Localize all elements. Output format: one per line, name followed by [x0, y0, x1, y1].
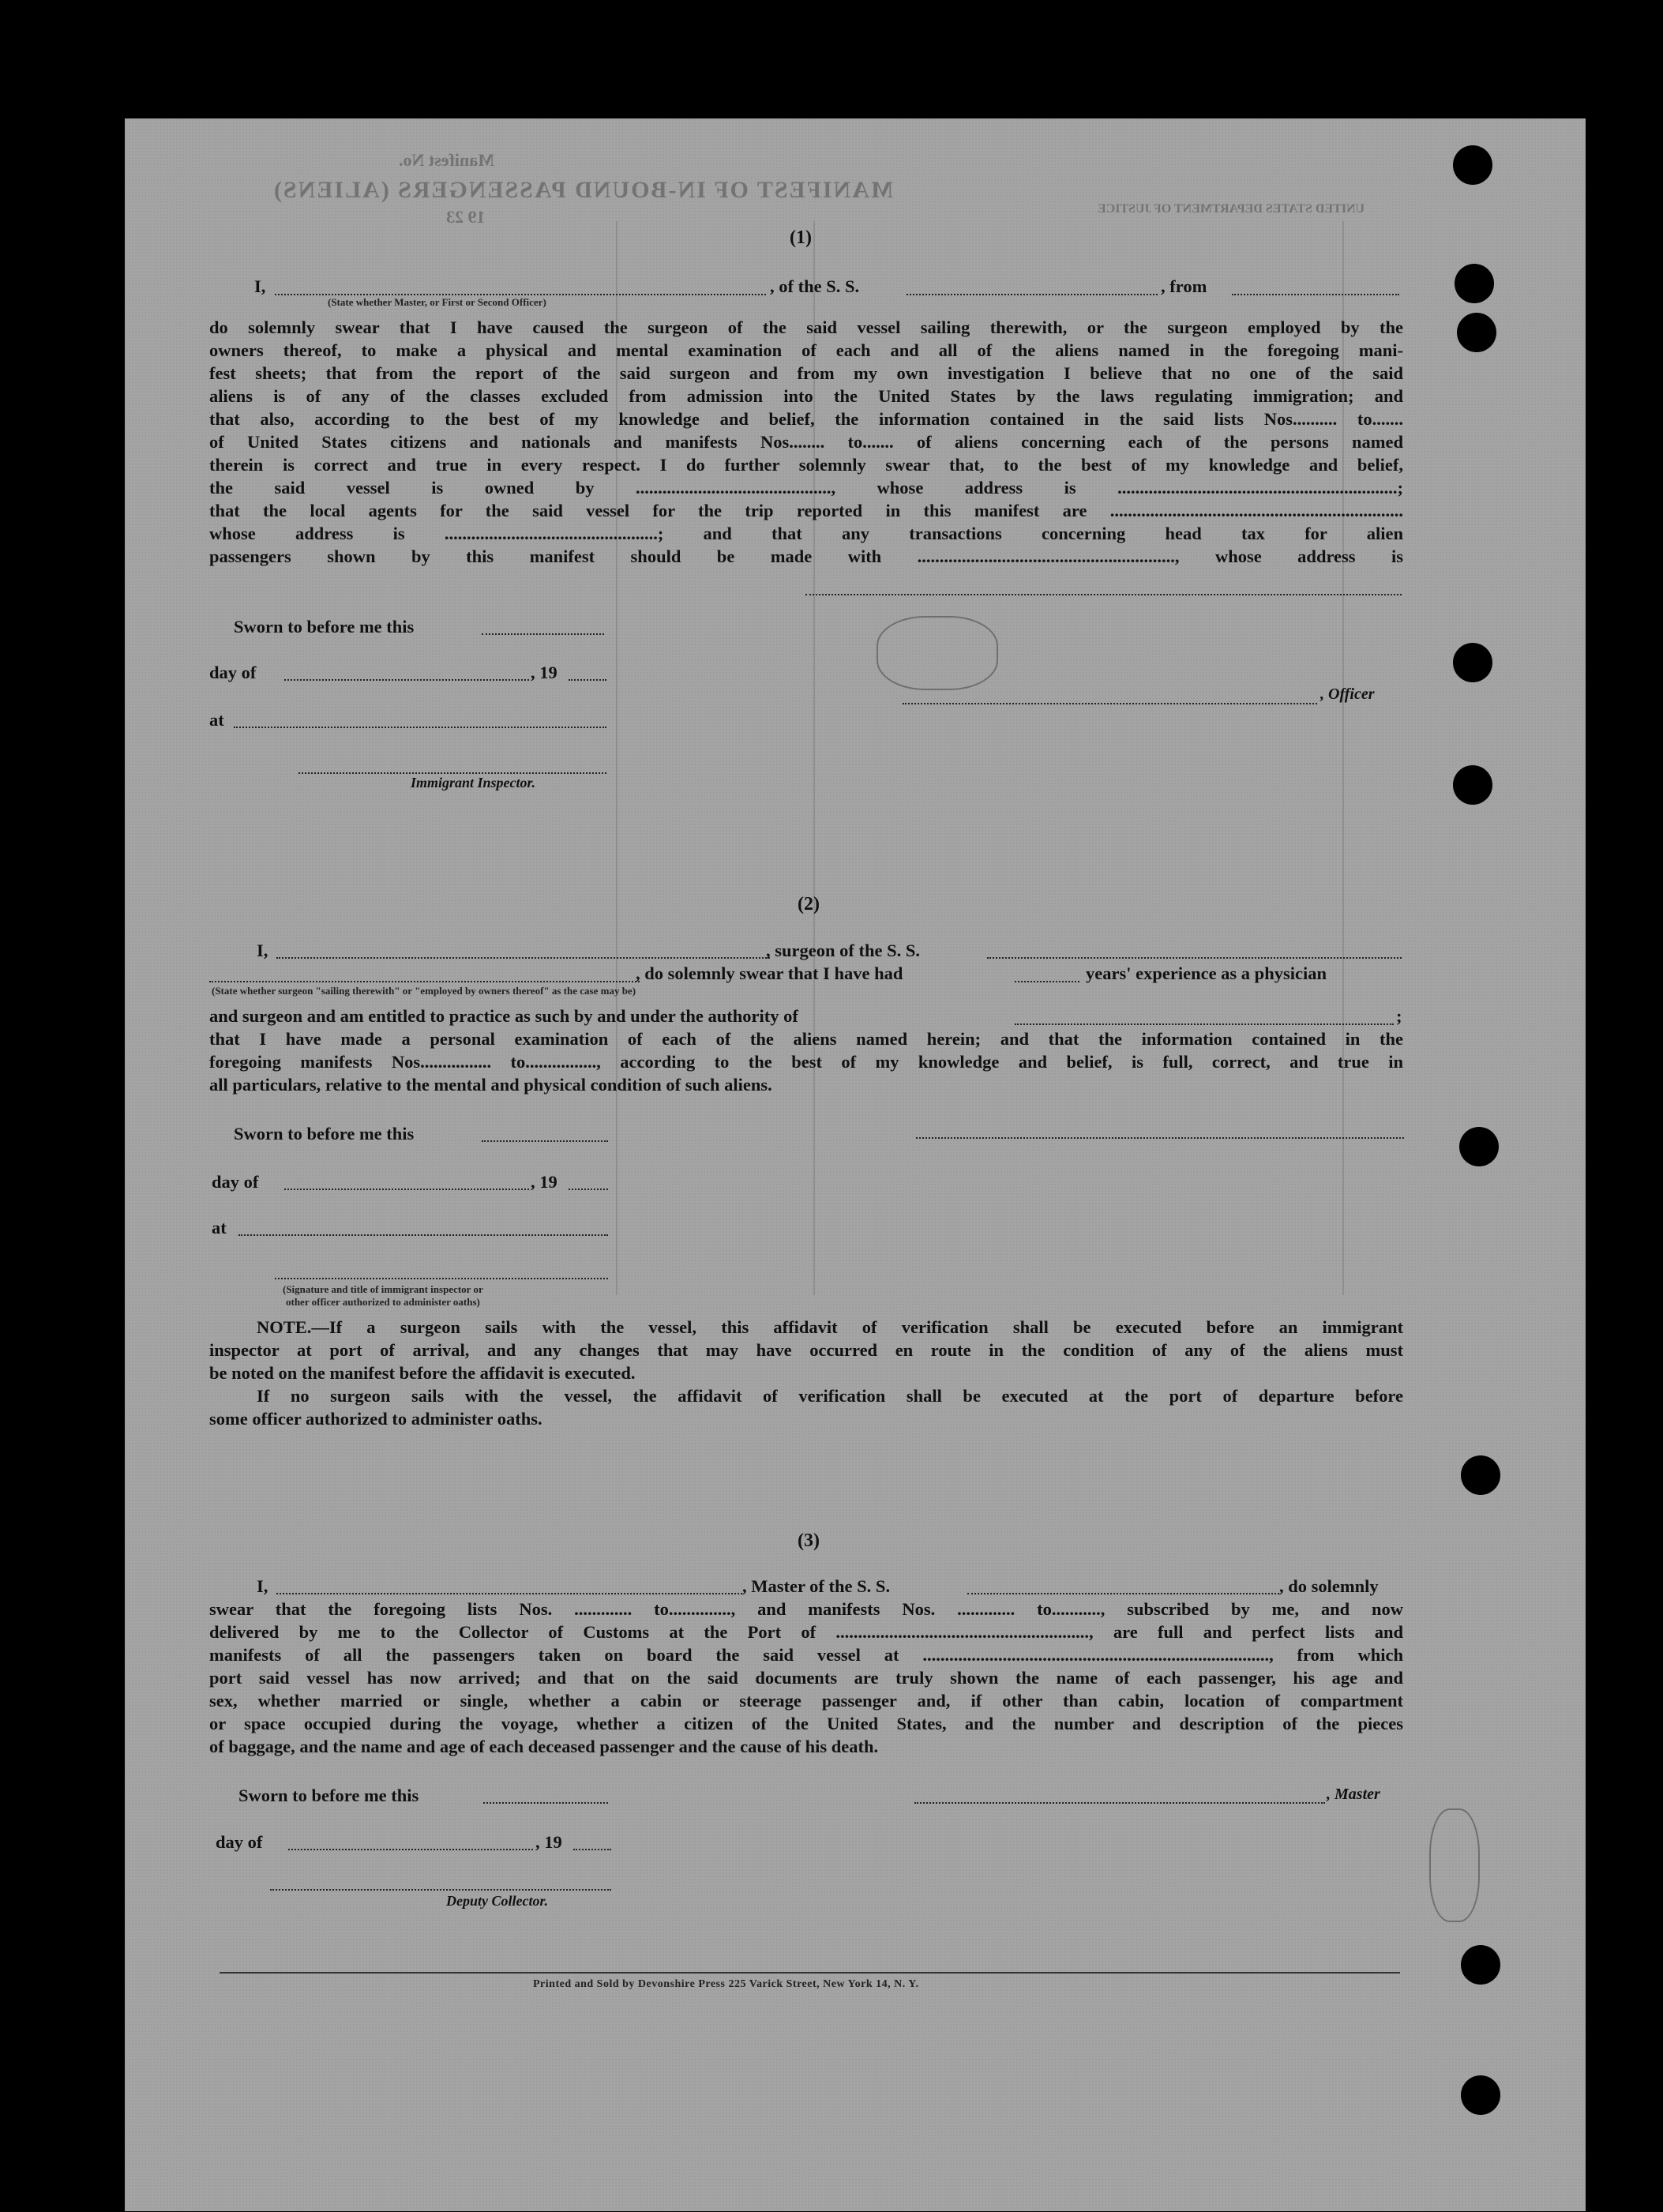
surgeon-oath-line: all particulars, relative to the mental and physical condition of such aliens.	[209, 1075, 772, 1095]
day-of-label: day of	[209, 663, 257, 682]
address-continuation-line	[805, 594, 1402, 595]
vessel-name-line	[907, 294, 1158, 295]
master-oath-line: delivered by me to the Collector of Customs at the Port of ........................................................., are full and perfect lists and	[209, 1622, 1403, 1642]
authority-semicolon: ;	[1396, 1006, 1402, 1026]
surgeon-hint: (State whether surgeon "sailing therewith" or "employed by owners thereof" as the case may be)	[212, 985, 636, 997]
punch-hole	[1453, 145, 1492, 185]
note-line: If no surgeon sails with the vessel, the affidavit of verification shall be executed at the port of departure before	[257, 1386, 1403, 1406]
officer-hint: (State whether Master, or First or Second Officer)	[328, 296, 546, 308]
master-oath-line: swear that the foregoing lists Nos. ............. to.............., and manifests Nos. ............. to..........., subscribed by me, and now	[209, 1599, 1403, 1619]
officer-title: , Officer	[1320, 685, 1375, 703]
punch-hole	[1455, 264, 1494, 303]
master-title: , Master	[1327, 1786, 1380, 1803]
years-experience-label: years' experience as a physician	[1086, 963, 1327, 983]
oath-line: aliens is of any of the classes excluded from admission into the United States by the laws regulating immigration; and	[209, 386, 1403, 406]
years-line	[1015, 981, 1079, 982]
punch-hole	[1453, 643, 1492, 682]
day-line	[288, 1849, 533, 1850]
authority-line	[1015, 1023, 1394, 1025]
year-label: , 19	[531, 1172, 557, 1192]
master-i: I,	[257, 1576, 268, 1596]
note-line: some officer authorized to administer oaths.	[209, 1409, 542, 1429]
officer-signature-line	[903, 703, 1317, 704]
master-of-label: , Master of the S. S.	[742, 1576, 891, 1596]
do-solemnly-label: , do solemnly	[1279, 1576, 1379, 1596]
year-label: , 19	[531, 663, 557, 682]
oath-line: of United States citizens and nationals and manifests Nos........ to....... of aliens concerning each of the persons named	[209, 432, 1403, 452]
day-of-label: day of	[212, 1172, 259, 1192]
punch-hole	[1459, 1127, 1499, 1166]
officer-name-line	[275, 294, 766, 295]
sworn-label: Sworn to before me this	[238, 1786, 419, 1805]
sworn-label: Sworn to before me this	[234, 1124, 415, 1144]
note-line: NOTE.—If a surgeon sails with the vessel, this affidavit of verification shall be executed before an immigrant	[257, 1317, 1403, 1337]
section-2-heading: (2)	[798, 894, 820, 914]
from-label: , from	[1161, 276, 1207, 296]
at-line	[238, 1234, 608, 1236]
master-name-line	[276, 1593, 742, 1594]
punch-hole	[1457, 313, 1496, 352]
sworn-label: Sworn to before me this	[234, 617, 415, 637]
surgeon-signature-line	[916, 1137, 1404, 1139]
bleed-through-department: UNITED STATES DEPARTMENT OF JUSTICE	[1098, 202, 1365, 216]
master-oath-line: or space occupied during the voyage, whether a citizen of the United States, and the number and description of the pieces	[209, 1714, 1403, 1733]
at-label: at	[209, 710, 224, 730]
authority-label: and surgeon and am entitled to practice as such by and under the authority of	[209, 1006, 798, 1026]
section-3-heading: (3)	[798, 1530, 820, 1551]
surgeon-i: I,	[257, 941, 268, 960]
bleed-through-manifest-no: Manifest No.	[399, 150, 494, 170]
surgeon-oath-line: foregoing manifests Nos................ to................, according to the best of my knowledge and belief, is full, correct, and true in	[209, 1052, 1403, 1072]
signature-note: other officer authorized to administer oaths)	[286, 1296, 480, 1308]
oath-line: owners thereof, to make a physical and mental examination of each and all of the aliens named in the foregoing mani-	[209, 340, 1403, 360]
note-line: inspector at port of arrival, and any changes that may have occurred en route in the condition of any of the aliens must	[209, 1340, 1403, 1360]
master-oath-line: of baggage, and the name and age of each deceased passenger and the cause of his death.	[209, 1737, 879, 1756]
bleed-through-title: MANIFEST OF IN-BOUND PASSENGERS (ALIENS)	[272, 177, 894, 203]
printer-imprint: Printed and Sold by Devonshire Press 225 Varick Street, New York 14, N. Y.	[533, 1978, 919, 1990]
day-of-label: day of	[216, 1832, 263, 1852]
oath-line: the said vessel is owned by ............................................, whose address is ...............................................................;	[209, 478, 1403, 498]
surgeon-vessel-line	[987, 957, 1402, 959]
surgeon-of-label: , surgeon of the S. S.	[766, 941, 921, 960]
sworn-line	[482, 633, 604, 635]
year-line	[569, 1189, 608, 1190]
oath-line: do solemnly swear that I have caused the surgeon of the said vessel sailing therewith, or the surgeon employed by the	[209, 317, 1403, 337]
collector-signature-line	[270, 1889, 611, 1891]
immigrant-inspector-title: Immigrant Inspector.	[411, 775, 536, 791]
oath-line: that the local agents for the said vessel for the trip reported in this manifest are ..................................................................	[209, 501, 1403, 520]
master-signature-line	[914, 1802, 1325, 1804]
master-oath-line: sex, whether married or single, whether a cabin or steerage passenger and, if other than cabin, location of compartment	[209, 1691, 1403, 1711]
signature-note: (Signature and title of immigrant inspector or	[283, 1283, 483, 1295]
surgeon-oath-line: that I have made a personal examination of each of the aliens named herein; and that the information contained in the	[209, 1029, 1403, 1049]
year-label: , 19	[535, 1832, 562, 1852]
bleed-through-year: 19 23	[446, 207, 486, 227]
section-1-heading: (1)	[790, 227, 812, 248]
punch-hole	[1453, 765, 1492, 805]
officer-signature-line	[275, 1278, 608, 1279]
master-vessel-line	[967, 1593, 1279, 1594]
affiant-i: I,	[254, 276, 266, 296]
oath-line: fest sheets; that from the report of the said surgeon and from my own investigation I believe that no one of the said	[209, 363, 1403, 383]
year-line	[573, 1849, 611, 1850]
oath-line: whose address is ................................................; and that any transactions concerning head tax for alien	[209, 524, 1403, 543]
footer-rule	[220, 1972, 1400, 1974]
surgeon-name-line	[276, 957, 770, 959]
day-line	[284, 679, 529, 681]
inspector-signature-line	[298, 772, 606, 774]
from-port-line	[1232, 294, 1399, 295]
master-oath-line: manifests of all the passengers taken on board the said vessel at .............................................................................., from which	[209, 1645, 1403, 1665]
at-label: at	[212, 1218, 227, 1237]
punch-hole	[1461, 1945, 1500, 1985]
note-line: be noted on the manifest before the affidavit is executed.	[209, 1363, 636, 1383]
oath-line: passengers shown by this manifest should be made with .........................................................., whose address is	[209, 546, 1403, 566]
punch-hole	[1461, 1455, 1500, 1495]
oath-line: therein is correct and true in every respect. I do further solemnly swear that, to the best of my knowledge and belief,	[209, 455, 1403, 475]
year-line	[569, 679, 606, 681]
bleed-through-handwriting	[1429, 1808, 1480, 1922]
at-line	[234, 727, 606, 728]
sworn-line	[483, 1802, 608, 1804]
day-line	[284, 1189, 529, 1190]
sworn-line	[482, 1140, 608, 1142]
swear-had-label: , do solemnly swear that I have had	[636, 963, 903, 983]
surgeon-status-line	[209, 981, 640, 982]
of-the-ss-label: , of the S. S.	[770, 276, 860, 296]
punch-hole	[1461, 2075, 1500, 2115]
master-oath-line: port said vessel has now arrived; and that on the said documents are truly shown the name of each passenger, his age and	[209, 1668, 1403, 1688]
oath-line: that also, according to the best of my knowledge and belief, the information contained in the said lists Nos.......... to.......	[209, 409, 1403, 429]
bleed-through-handwriting	[877, 616, 998, 690]
deputy-collector-title: Deputy Collector.	[446, 1893, 548, 1909]
